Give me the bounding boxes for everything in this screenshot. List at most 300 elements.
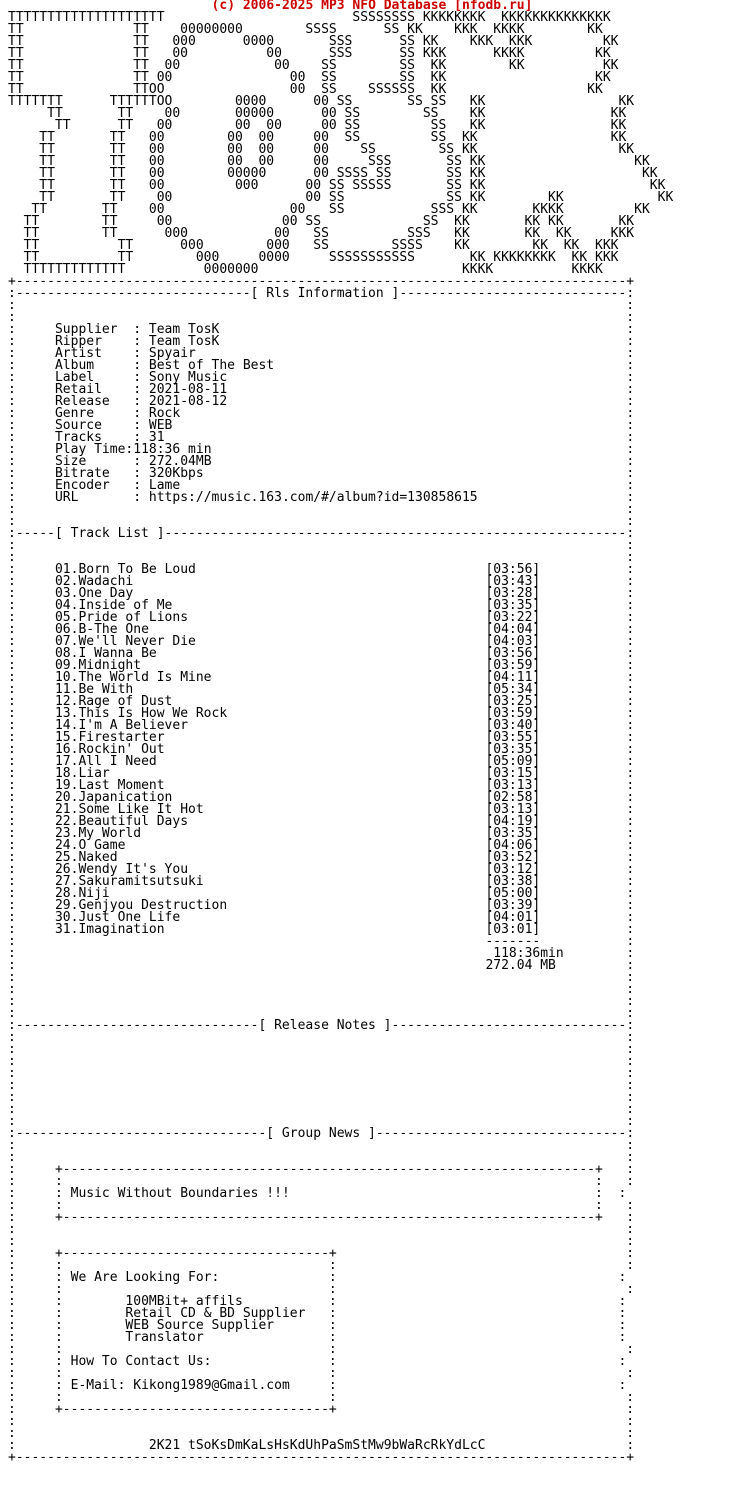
logo-line: TT TT 00 00 00 00 SS SS KK KK [8,118,627,133]
track-title: We'll Never Die [78,634,196,649]
track-number: 10. [54,670,79,685]
track-number: 29. [54,898,79,913]
nfo-line: : [540,682,635,697]
info-key: Source [54,418,134,433]
track-duration: [03:35] [485,826,541,841]
nfo-line: : [211,442,635,457]
track-number: 31. [54,922,79,937]
info-value: Lame [148,478,181,493]
info-sep: : [133,490,149,505]
track-title: This Is How We Rock [78,706,228,721]
nfo-line: : : : : [8,1282,635,1297]
nfo-line: : +--------------------------------------------------------------------+ : [8,1210,635,1225]
track-number: 22. [54,814,79,829]
info-value: https://music.163.com/#/album?id=130858615 [148,490,478,505]
track-duration: [02:58] [485,790,541,805]
nfo-line: : [180,406,635,421]
email-address: Kikong1989@Gmail.com [133,1378,290,1393]
nfo-line: : [8,754,55,769]
email-label: E-Mail: [70,1378,134,1393]
nfo-line: : : [8,298,635,313]
logo-line: TT TT 00 00 SS SS KK KK KK KK [8,214,635,229]
info-key: Size [54,454,134,469]
nfo-line: : [540,622,635,637]
nfo-line: : : : : [8,1198,635,1213]
nfo-line: : [227,370,635,385]
nfo-line: : [540,646,635,661]
track-duration: [03:35] [485,742,541,757]
nfo-line: : : [8,538,635,553]
info-value: 2021-08-12 [148,394,228,409]
nfo-line: : [8,862,55,877]
release-tag: 2K21 tSoKsDmKaLsHsKdUhPaSmStMw9bWaRcRkYdLcC [148,1438,486,1453]
track-duration: [05:34] [485,682,541,697]
track-duration: [03:55] [485,730,541,745]
track-duration: [04:04] [485,622,541,637]
nfo-line: : [8,850,55,865]
info-sep: : [133,466,149,481]
looking-for-item: Translator [125,1330,204,1345]
track-title: Some Like It Hot [78,802,204,817]
logo-line: TTTTTTT TTTTTTOO 0000 00 SS SS SS KK KK [8,94,635,109]
track-duration: [03:43] [485,574,541,589]
nfo-line: : : [8,1006,635,1021]
track-number: 08. [54,646,79,661]
track-duration: [03:13] [485,802,541,817]
nfo-line: : [540,658,635,673]
track-number: 06. [54,622,79,637]
nfo-line: : [8,490,55,505]
nfo-line: : [8,586,55,601]
nfo-line: : [540,610,635,625]
track-title: Wadachi [78,574,134,589]
nfo-line: : : [8,1330,63,1345]
track-title: B-The One [78,622,149,637]
nfo-line: : [8,958,486,973]
track-title: Naked [78,850,118,865]
nfo-line: : : [8,550,635,565]
info-key: Album [54,358,134,373]
info-value: 118:36 min [133,442,212,457]
nfo-line: : [8,898,55,913]
track-number: 15. [54,730,79,745]
track-number: 14. [54,718,79,733]
track-duration: [03:13] [485,778,541,793]
nfo-line: : : [8,1234,635,1249]
info-sep: : [133,430,149,445]
track-number: 19. [54,778,79,793]
nfo-line: : [540,670,635,685]
logo-line: TT TTOO 00 SS SSSSSS KK KK [8,82,603,97]
nfo-line: : [540,706,635,721]
nfo-line: : [8,610,55,625]
nfo-line: : : [8,982,635,997]
section-rule: ------------------------------: [391,1018,635,1033]
nfo-line: : [8,478,55,493]
info-value: Spyair [148,346,196,361]
nfo-line: : : [8,1138,635,1153]
info-sep: : [133,478,149,493]
track-duration: [03:52] [485,850,541,865]
nfo-line: : : [203,1330,627,1345]
nfo-line: : [8,646,55,661]
info-value: Best of The Best [148,358,275,373]
nfo-line: : [8,910,55,925]
nfo-line: : [8,634,55,649]
nfo-line: : [540,898,635,913]
nfo-line: : [8,670,55,685]
track-number: 13. [54,706,79,721]
track-duration: [03:25] [485,694,541,709]
nfo-line: : [219,322,635,337]
nfo-line: : +----------------------------------+ : [8,1402,635,1417]
logo-line: TT TT 00 00 SS SS KK KK KK [8,58,619,73]
track-duration: [03:15] [485,766,541,781]
nfo-line: : : [8,1294,63,1309]
track-title: Imagination [78,922,165,937]
nfo-line: : [540,862,635,877]
nfo-line: : : : : [8,1366,635,1381]
track-duration: [03:59] [485,658,541,673]
nfo-line: : [540,778,635,793]
nfo-line: : [8,346,55,361]
logo-line: TTTTTTTTTTTTT 0000000 KKKK KKKK [8,262,603,277]
track-title: Just One Life [78,910,181,925]
nfo-line: : : : : [8,1342,635,1357]
nfo-line: : : [8,1414,635,1429]
info-sep: : [133,334,149,349]
info-value: 2021-08-11 [148,382,228,397]
nfo-line: : [540,694,635,709]
logo-line: TT TT 00 00 SS SS KK KK KK [8,190,674,205]
nfo-line: : [8,418,55,433]
track-duration: [04:03] [485,634,541,649]
nfo-line: : : : : [8,1258,635,1273]
info-key: Artist [54,346,134,361]
nfo-line: : : [8,514,635,529]
section-title-rls-information: [ Rls Information ] [250,286,400,301]
nfo-line: : : [8,1102,635,1117]
track-title: I Wanna Be [78,646,157,661]
track-duration: [03:56] [485,562,541,577]
track-number: 04. [54,598,79,613]
track-number: 21. [54,802,79,817]
nfo-line: : [8,442,55,457]
info-sep: : [133,394,149,409]
info-value: Sony Music [148,370,228,385]
nfo-line: : [195,346,635,361]
logo-line: TT TT 00 000 00 SS SSSSS SS KK KK [8,178,666,193]
info-key: Supplier [54,322,134,337]
track-title: Midnight [78,658,142,673]
nfo-line: : +----------------------------------+ : [8,1246,635,1261]
track-duration: [03:12] [485,862,541,877]
nfo-line: : [8,742,55,757]
nfo-line: : [203,466,635,481]
nfo-line: : [8,814,55,829]
info-sep: : [133,406,149,421]
nfo-line: : : [219,1270,627,1285]
nfo-line: : [8,454,55,469]
track-title: Genjyou Destruction [78,898,228,913]
nfo-line: : [8,946,486,961]
info-value: WEB [148,418,173,433]
nfo-line: : [540,922,635,937]
nfo-line: : [8,766,55,781]
nfo-line: : : [8,994,635,1009]
track-duration: [03:56] [485,646,541,661]
nfo-line: : [274,358,635,373]
track-title: Beautiful Days [78,814,189,829]
nfo-line: : [540,754,635,769]
nfo-line: : [540,598,635,613]
nfo-line: : : [211,1354,627,1369]
total-playtime: 118:36min [485,946,564,961]
logo-line: TT TT 000 000 SS SSSS KK KK KK KKK [8,238,619,253]
nfo-line: : [540,634,635,649]
logo-line: TT TT 00 00000 00 SSSS SS SS KK KK [8,166,658,181]
track-number: 02. [54,574,79,589]
track-title: Last Moment [78,778,165,793]
nfo-line: : [8,382,55,397]
nfo-line: : [8,658,55,673]
track-number: 07. [54,634,79,649]
track-number: 26. [54,862,79,877]
nfo-line: : : [8,970,635,985]
nfo-line: : : [8,1078,635,1093]
info-sep: : [125,442,134,457]
info-key: Genre [54,406,134,421]
track-duration: [05:09] [485,754,541,769]
nfo-line: : [164,430,635,445]
track-number: 11. [54,682,79,697]
info-value: Team TosK [148,322,220,337]
section-title-group-news: [ Group News ] [266,1126,376,1141]
nfo-line: : : [8,1066,635,1081]
nfo-line: : [540,562,635,577]
track-number: 09. [54,658,79,673]
track-number: 24. [54,838,79,853]
track-duration: [03:59] [485,706,541,721]
nfo-line: : : [305,1306,627,1321]
nfo-line: : [8,334,55,349]
track-title: One Day [78,586,134,601]
nfo-line: : [540,934,635,949]
section-title-track-list: [ Track List ] [54,526,165,541]
nfo-line: : [8,886,55,901]
looking-for-item: WEB Source Supplier [125,1318,275,1333]
nfo-line: : [540,826,635,841]
track-title: Niji [78,886,110,901]
nfo-line: : [8,682,55,697]
nfo-line: : : [8,1270,63,1285]
nfo-line: : [540,718,635,733]
looking-for-heading: We Are Looking For: [70,1270,220,1285]
nfo-line: : [172,418,635,433]
track-number: 03. [54,586,79,601]
info-value: 31 [148,430,165,445]
track-title: The World Is Mine [78,670,212,685]
looking-for-item: 100MBit+ affils [125,1294,243,1309]
nfo-line: : : [8,1318,63,1333]
nfo-line: : : [274,1318,627,1333]
nfo-line: : [8,370,55,385]
nfo-line: : [8,874,55,889]
logo-line: TT TT 00000000 SSSS SS KK KKK KKKK KK [8,22,603,37]
track-duration: [03:35] [485,598,541,613]
nfo-text [8,12,673,1464]
nfo-line: : [8,322,55,337]
info-key: Play Time [54,442,126,457]
nfo-line: : [8,790,55,805]
nfo-line: : [8,778,55,793]
track-title: Be With [78,682,134,697]
nfo-line: : [540,850,635,865]
track-number: 28. [54,886,79,901]
nfo-line: : : [8,1114,635,1129]
nfo-line: : : [8,1042,635,1057]
info-value: Team TosK [148,334,220,349]
nfo-line: : [540,730,635,745]
info-key: Label [54,370,134,385]
track-number: 27. [54,874,79,889]
totals-separator: ------- [485,934,541,949]
logo-line: TT TT 00 00 00 00 SS SS KK KK [8,130,627,145]
looking-for-item: Retail CD & BD Supplier [125,1306,306,1321]
nfo-line: : : : : [8,1174,635,1189]
nfo-line: : [8,622,55,637]
nfo-line: : [8,598,55,613]
nfo-line: : [540,586,635,601]
nfo-line: : : [8,1426,635,1441]
track-duration: [03:28] [485,586,541,601]
info-key: Bitrate [54,466,134,481]
logo-line: TT TT 00 00 00 00 SS SS KK KK [8,142,635,157]
track-number: 25. [54,850,79,865]
track-number: 23. [54,826,79,841]
nfo-line: : : [8,1150,635,1165]
nfodb-copyright-header: (c) 2006-2025 MP3 NFO Database [nfodb.ru] [211,0,533,13]
track-title: Pride of Lions [78,610,189,625]
nfo-line: : [555,958,635,973]
logo-line: TT TT 00 00 SSS SS KKK KKKK KK [8,46,611,61]
nfo-line: : [219,334,635,349]
nfo-line: : : [8,502,635,517]
track-duration: [04:01] [485,910,541,925]
section-rule: --------------------------------: [375,1126,635,1141]
nfo-line: : [540,766,635,781]
nfo-line: : [8,1438,149,1453]
track-title: Wendy It's You [78,862,189,877]
nfo-line: +------------------------------------------------------------------------------+ [8,1450,635,1465]
track-title: O Game [78,838,126,853]
info-sep: : [133,322,149,337]
section-rule: -----------------------------------------------------------: [164,526,635,541]
nfo-line: : [477,490,635,505]
info-key: Retail [54,382,134,397]
track-duration: [04:06] [485,838,541,853]
nfo-line: : [540,790,635,805]
nfo-line: : : [8,1054,635,1069]
track-title: Rage of Dust [78,694,173,709]
track-title: Japanication [78,790,173,805]
nfo-line: : [540,742,635,757]
nfo-line: : [540,910,635,925]
nfo-line: : [540,574,635,589]
info-key: Tracks [54,430,134,445]
section-title-release-notes: [ Release Notes ] [258,1018,392,1033]
track-title: Inside of Me [78,598,173,613]
nfo-line: : : [8,310,635,325]
track-duration: [05:00] [485,886,541,901]
nfo-line: : [8,562,55,577]
nfo-line: : : [242,1294,627,1309]
track-number: 05. [54,610,79,625]
logo-line: TT TT 00 00000 00 SS SS KK KK [8,106,627,121]
nfo-line: : [540,874,635,889]
section-rule: -----------------------------: [399,286,635,301]
section-rule: :-------------------------------- [8,1126,267,1141]
nfo-line: : [8,394,55,409]
track-duration: [03:22] [485,610,541,625]
track-title: Born To Be Loud [78,562,196,577]
nfo-line: : [8,466,55,481]
info-sep: : [133,358,149,373]
track-duration: [04:19] [485,814,541,829]
nfo-line: : [180,478,635,493]
info-key: Ripper [54,334,134,349]
track-title: Firestarter [78,730,165,745]
logo-line: TT TT 00 00 SS SS KK KK [8,70,611,85]
nfo-line: : : [8,1186,71,1201]
track-number: 12. [54,694,79,709]
track-title: I'm A Believer [78,718,189,733]
nfo-line: : [8,430,55,445]
info-value: Rock [148,406,181,421]
nfo-line: : [8,838,55,853]
track-duration: [03:39] [485,898,541,913]
nfo-line: : [8,826,55,841]
logo-line: TT TT 000 0000 SSSSSSSSSSS KK KKKKKKKK KK KKK [8,250,619,265]
track-number: 30. [54,910,79,925]
track-duration: [04:11] [485,670,541,685]
nfo-line: : [540,886,635,901]
nfo-line: : [211,454,635,469]
nfo-line: : [8,574,55,589]
nfo-line: : [563,946,635,961]
track-title: My World [78,826,142,841]
track-duration: [03:01] [485,922,541,937]
nfo-line: : : [8,1378,71,1393]
logo-line: TT TT 000 0000 SSS SS KK KKK KKK KK [8,34,619,49]
nfo-line: : [8,694,55,709]
nfo-line: : [8,406,55,421]
track-duration: [03:40] [485,718,541,733]
nfo-line: : [540,838,635,853]
track-number: 17. [54,754,79,769]
nfo-line: : : : : [8,1390,635,1405]
nfo-line: : [8,730,55,745]
info-value: 272.04MB [148,454,212,469]
nfo-line: : : [8,1222,635,1237]
nfo-line: : [8,934,486,949]
nfo-line: : : [289,1378,627,1393]
info-sep: : [133,346,149,361]
nfo-line: : : [8,1090,635,1105]
nfo-line: : : [8,1354,63,1369]
logo-line: TT TT 00 00 SS SSS KK KKKK KK [8,202,650,217]
nfo-line: : [8,706,55,721]
